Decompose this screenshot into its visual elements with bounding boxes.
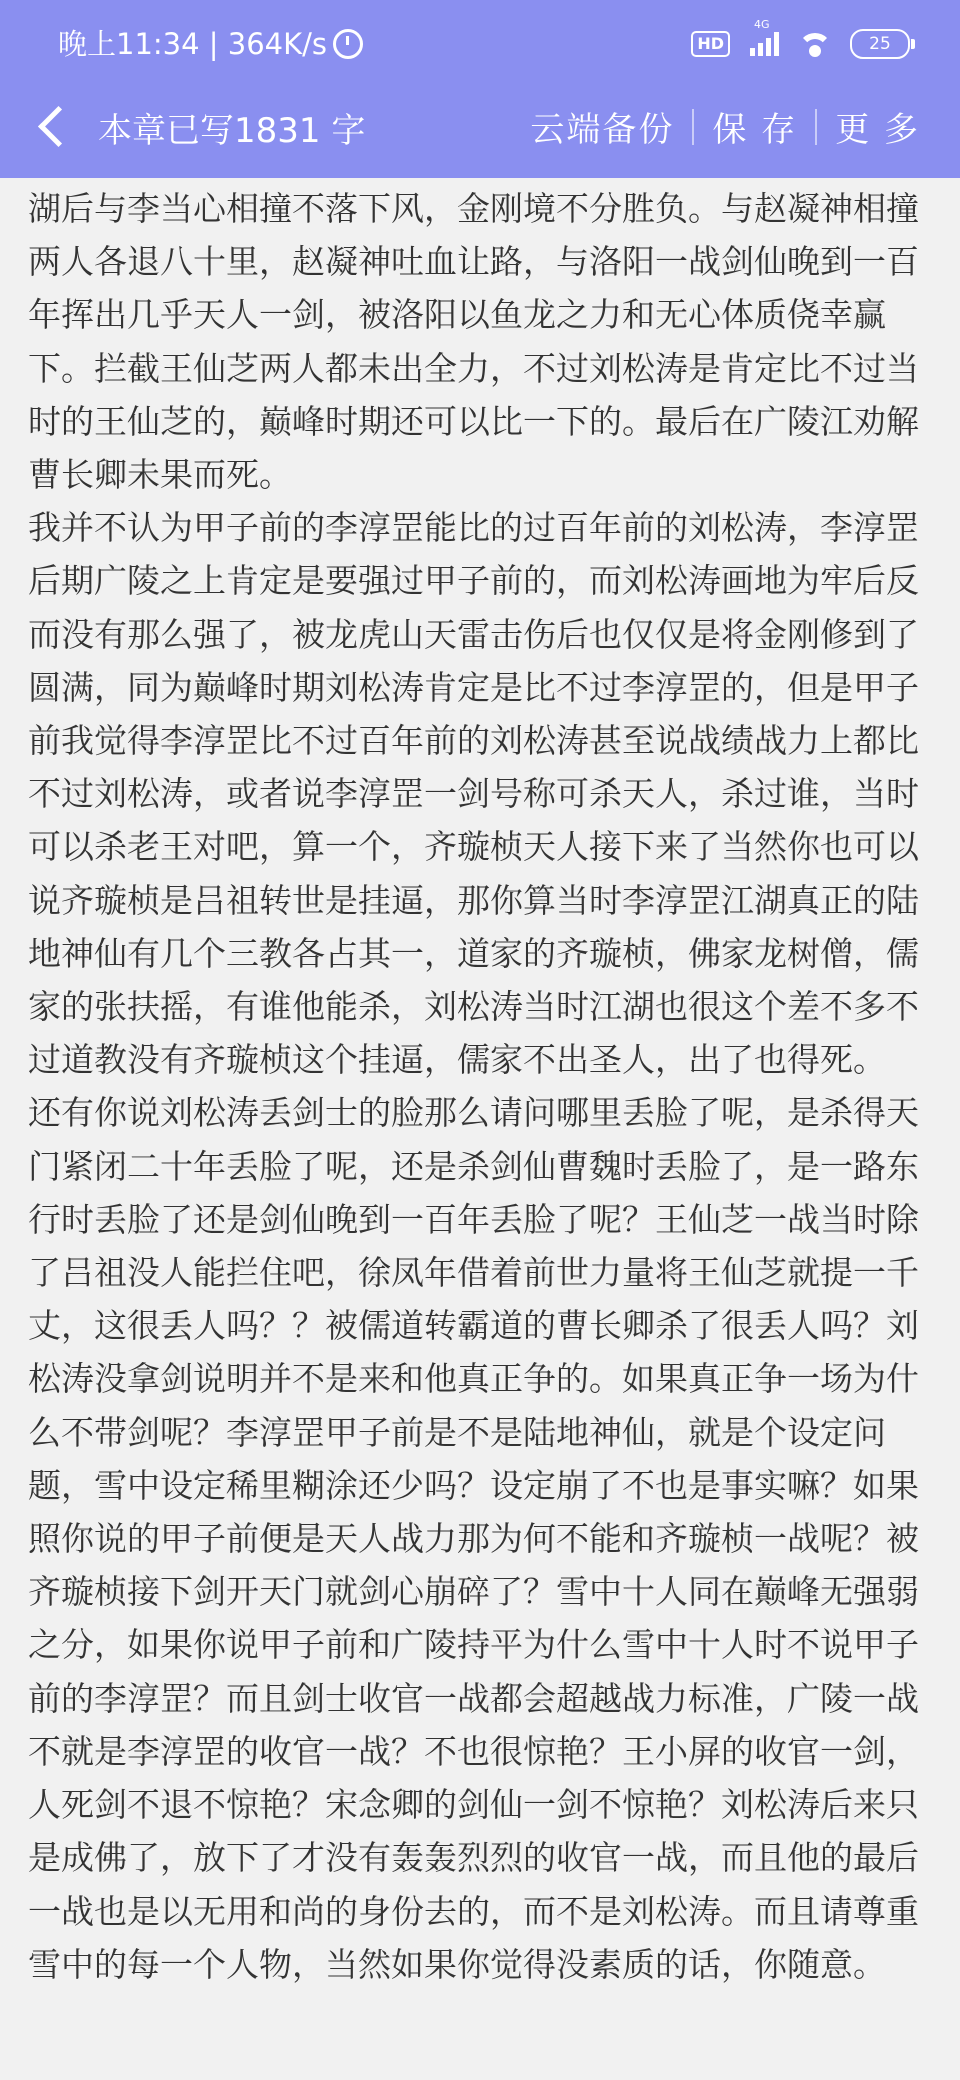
status-bar — [0, 0, 960, 84]
chapter-word-count-title: 本章已写1831 字 — [98, 111, 366, 151]
more-button[interactable]: 更 多 — [835, 110, 920, 150]
hd-icon: HD — [691, 31, 730, 57]
top-bar — [0, 0, 960, 178]
cloud-backup-button[interactable]: 云端备份 — [530, 110, 675, 150]
nav-actions — [512, 102, 938, 151]
paragraph-2: 我并不认为甲子前的李淳罡能比的过百年前的刘松涛，李淳罡后期广陵之上肯定是要强过甲子前的，而刘松涛画地为牢后反而没有那么强了，被龙虎山天雷击伤后也仅仅是将金刚修到了圆满，同为巅峰时期刘松涛肯定是比不过李淳罡的，但是甲子前我觉得李淳罡比不过百年前的刘松涛甚至说战绩战力上都比不过刘松涛，或者说李淳罡一剑号称可杀天人，杀过谁，当时可以杀老王对吧，算一个，齐璇桢天人接下来了当然你也可以说齐璇桢是吕祖转世是挂逼，那你算当时李淳罡江湖真正的陆地神仙有几个三教各占其一，道家的齐璇桢，佛家龙树僧，儒家的张扶摇，有谁他能杀，刘松涛当时江湖也很这个差不多不过道教没有齐璇桢这个挂逼，儒家不出圣人，出了也得死。 — [28, 508, 919, 1080]
status-icons — [691, 18, 910, 62]
network-type-label: 4G — [754, 18, 770, 31]
signal-icon — [750, 18, 782, 56]
battery-icon — [850, 29, 910, 59]
paragraph-1: 湖后与李当心相撞不落下风，金刚境不分胜负。与赵凝神相撞两人各退八十里，赵凝神吐血让路，与洛阳一战剑仙晚到一百年挥出几乎天人一剑，被洛阳以鱼龙之力和无心体质侥幸赢下。拦截王仙芝两人都未出全力，不过刘松涛是肯定比不过当时的王仙芝的，巅峰时期还可以比一下的。最后在广陵江劝解曹长卿未果而死。 — [28, 189, 919, 495]
nav-bar — [0, 84, 960, 178]
back-arrow-icon[interactable] — [38, 106, 79, 147]
wifi-icon — [798, 33, 832, 55]
save-button[interactable]: 保 存 — [712, 110, 798, 150]
battery-level: 25 — [869, 34, 891, 54]
status-time-text: 晚上11:34 | 364K/s — [58, 27, 328, 61]
paragraph-3: 还有你说刘松涛丢剑士的脸那么请问哪里丢脸了呢，是杀得天门紧闭二十年丢脸了呢，还是杀剑仙曹魏时丢脸了，是一路东行时丢脸了还是剑仙晚到一百年丢脸了呢？王仙芝一战当时除了吕祖没人能拦住吧，徐凤年借着前世力量将王仙芝就提一千丈，这很丢人吗？？被儒道转霸道的曹长卿杀了很丢人吗？刘松涛没拿剑说明并不是来和他真正争的。如果真正争一场为什么不带剑呢？李淳罡甲子前是不是陆地神仙，就是个设定问题，雪中设定稀里糊涂还少吗？设定崩了不也是事实嘛？如果照你说的甲子前便是天人战力那为何不能和齐璇桢一战呢？被齐璇桢接下剑开天门就剑心崩碎了？雪中十人同在巅峰无强弱之分，如果你说甲子前和广陵持平为什么雪中十人时不说甲子前的李淳罡？而且剑士收官一战都会超越战力标准，广陵一战不就是李淳罡的收官一战？不也很惊艳？王小屏的收官一剑，人死剑不退不惊艳？宋念卿的剑仙一剑不惊艳？刘松涛后来只是成佛了，放下了才没有轰轰烈烈的收官一战，而且他的最后一战也是以无用和尚的身份去的，而不是刘松涛。而且请尊重雪中的每一个人物，当然如果你觉得没素质的话，你随意。 — [28, 1093, 919, 1984]
status-time — [58, 22, 363, 63]
chapter-editor[interactable] — [0, 178, 960, 2072]
alarm-icon — [333, 29, 363, 59]
